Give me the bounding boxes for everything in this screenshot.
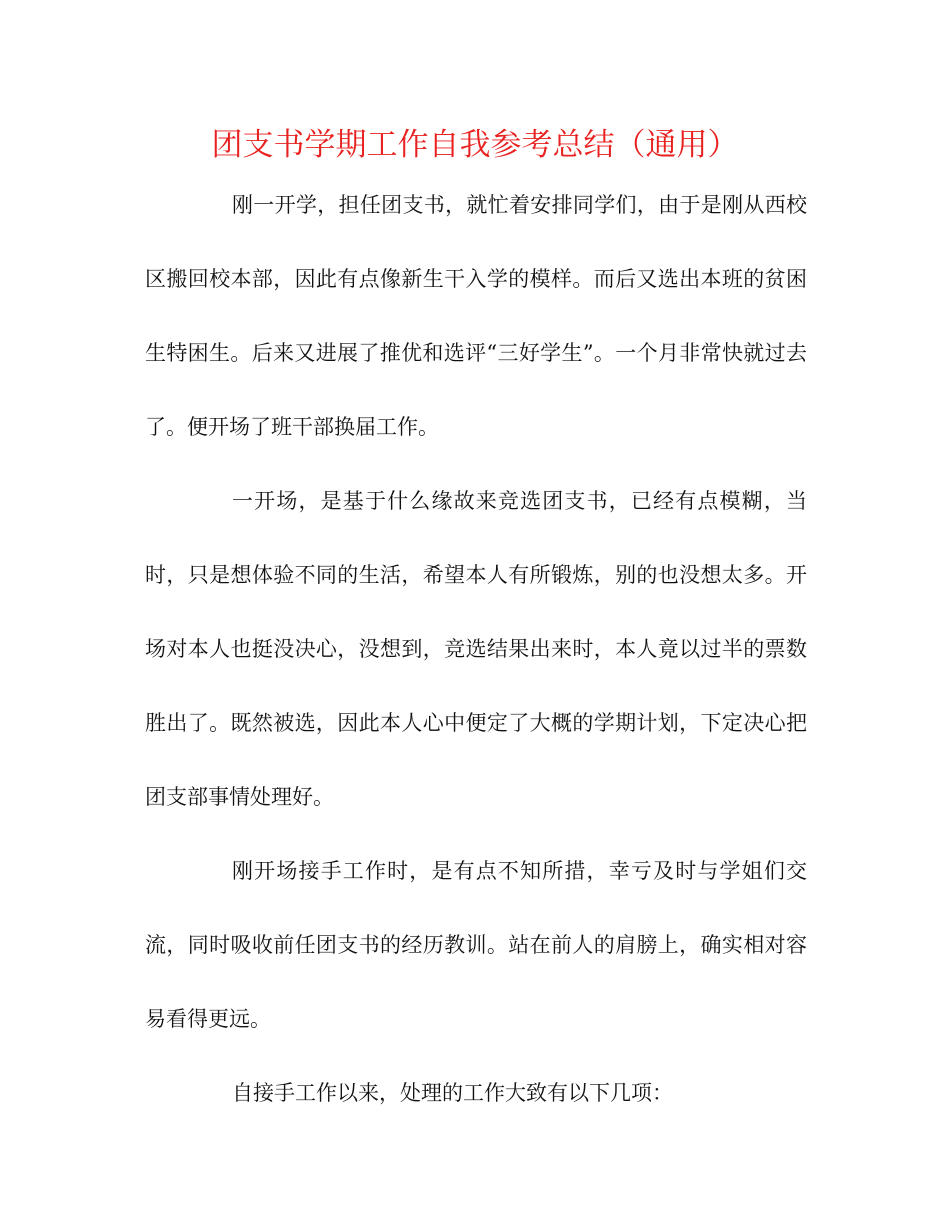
paragraph-1: 刚一开学，担任团支书，就忙着安排同学们，由于是刚从西校区搬回校本部，因此有点像新生干入学的模样。而后又选出本班的贫困生特困生。后来又进展了推优和选评“三好学生”。一个月非常快就过去了。便开场了班干部换届工作。: [145, 193, 807, 439]
paragraph-2: 一开场，是基于什么缘故来竞选团支书，已经有点模糊，当时，只是想体验不同的生活，希望本人有所锻炼，别的也没想太多。开场对本人也挺没决心，没想到，竞选结果出来时，本人竟以过半的票数胜出了。既然被选，因此本人心中便定了大概的学期计划，下定决心把团支部事情处理好。: [145, 489, 807, 809]
document-body: [145, 168, 807, 1130]
paragraph-4: 自接手工作以来，处理的工作大致有以下几项：: [232, 1081, 673, 1105]
paragraph-3: 刚开场接手工作时，是有点不知所措，幸亏及时与学姐们交流，同时吸收前任团支书的经历教训。站在前人的肩膀上，确实相对容易看得更远。: [145, 859, 807, 1031]
document-title: 团支书学期工作自我参考总结（通用）: [211, 127, 739, 163]
